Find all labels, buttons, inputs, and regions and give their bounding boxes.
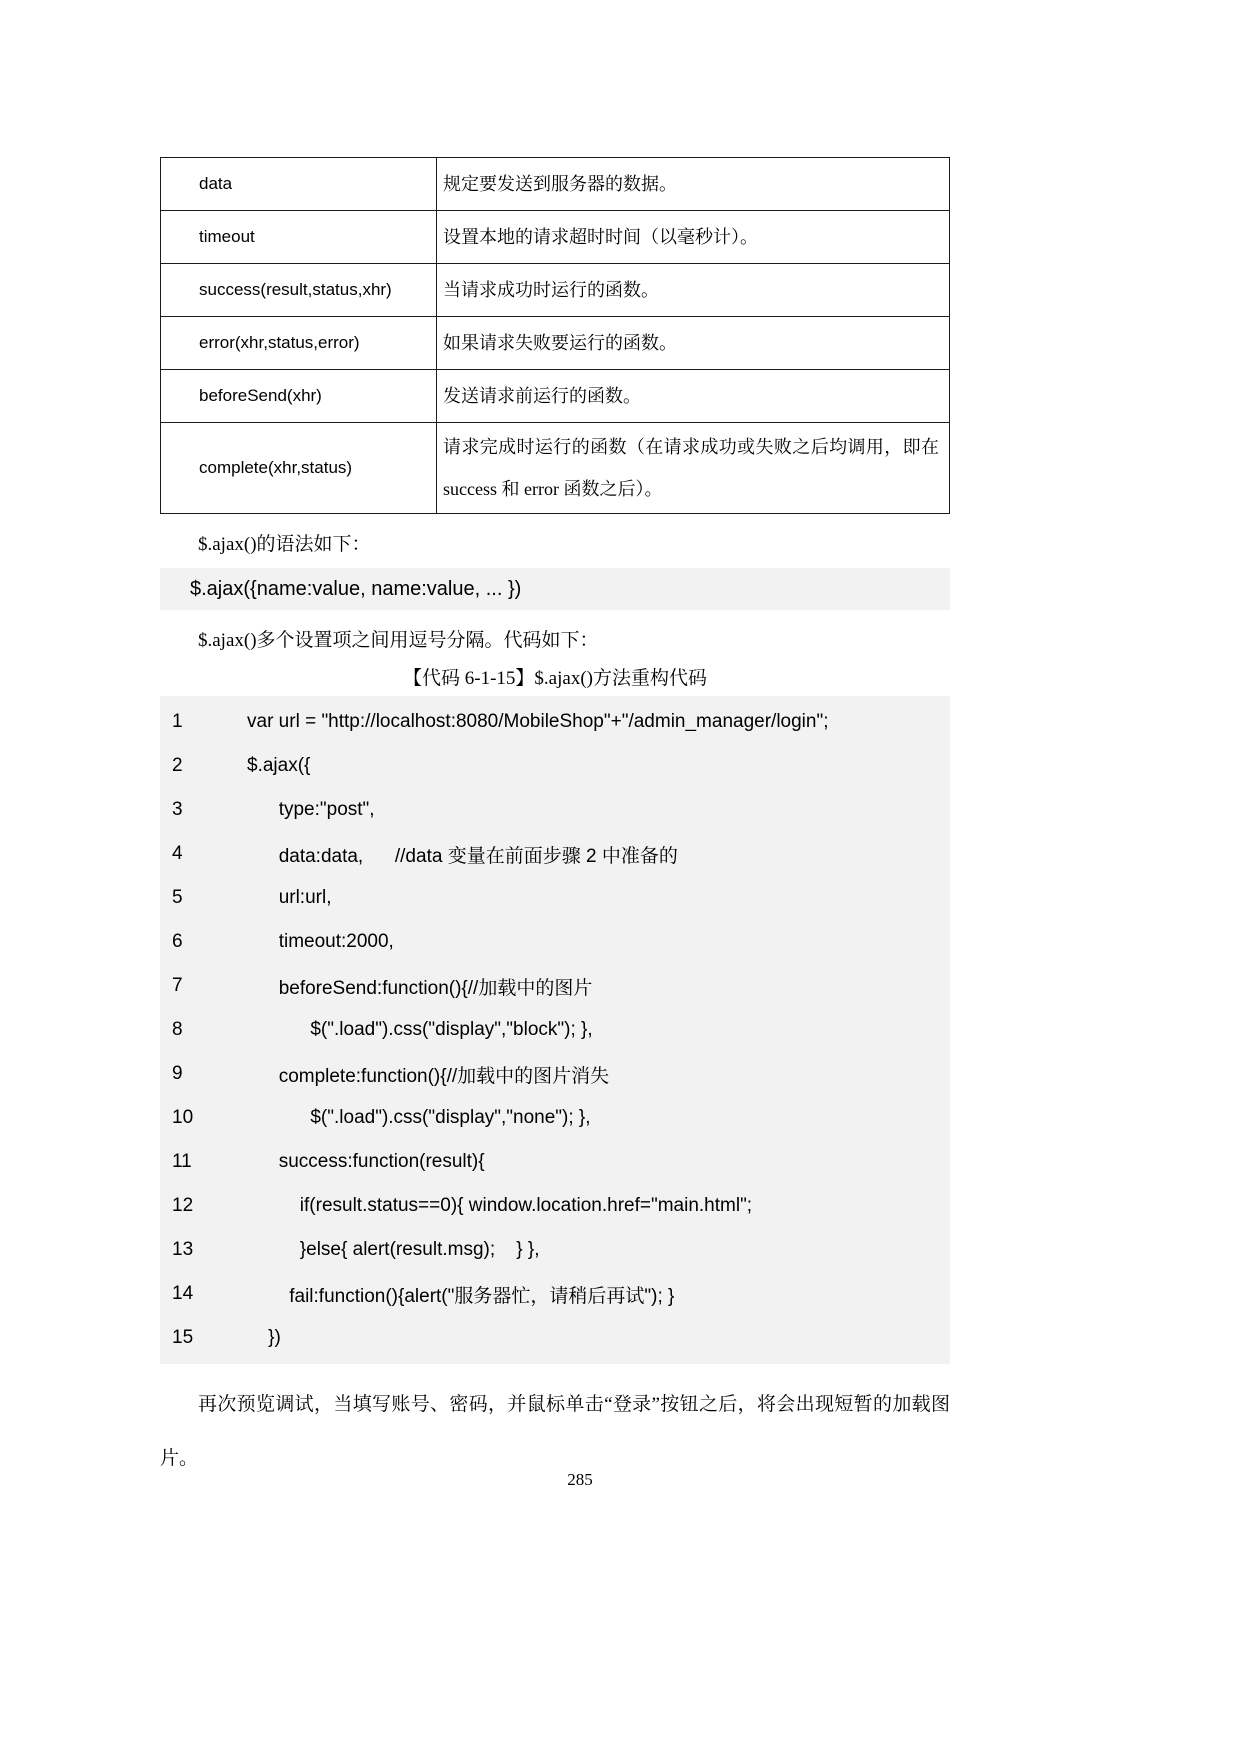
line-code: fail:function(){alert("服务器忙，请稍后再试"); }: [247, 1285, 675, 1307]
code-line: [160, 1052, 950, 1096]
line-number: 6: [172, 931, 183, 952]
param-desc-cell: 设置本地的请求超时时间（以毫秒计）。: [437, 211, 950, 264]
line-code: }): [247, 1327, 281, 1348]
code-line: [160, 700, 950, 744]
code-line: [160, 1272, 950, 1316]
code-line: [160, 964, 950, 1008]
line-number: 4: [172, 843, 183, 864]
line-code: if(result.status==0){ window.location.href="main.html";: [247, 1195, 753, 1216]
syntax-code-block: $.ajax({name:value, name:value, ... }): [160, 568, 950, 610]
line-number: 2: [172, 755, 183, 776]
param-name-cell: complete(xhr,status): [161, 423, 437, 514]
table-row: [161, 158, 950, 211]
line-code: success:function(result){: [247, 1151, 485, 1172]
param-desc-cell: 当请求成功时运行的函数。: [437, 264, 950, 317]
param-desc-cell: 规定要发送到服务器的数据。: [437, 158, 950, 211]
code-caption: 【代码 6-1-15】$.ajax()方法重构代码: [403, 668, 707, 689]
page-content: [160, 157, 950, 1486]
code-line: [160, 1096, 950, 1140]
line-code: type:"post",: [247, 799, 375, 820]
code-line: [160, 1228, 950, 1272]
line-code: data:data, //data 变量在前面步骤 2 中准备的: [247, 845, 678, 867]
table-row: [161, 423, 950, 514]
param-desc-cell: 如果请求失败要运行的函数。: [437, 317, 950, 370]
page-number: 285: [567, 1470, 593, 1489]
code-line: [160, 1140, 950, 1184]
line-code: $(".load").css("display","none"); },: [247, 1107, 591, 1128]
closing-paragraph: 再次预览调试，当填写账号、密码，并鼠标单击“登录”按钮之后，将会出现短暂的加载图片。: [160, 1394, 950, 1469]
table-row: [161, 370, 950, 423]
line-number: 9: [172, 1063, 183, 1084]
line-number: 3: [172, 799, 183, 820]
param-name-cell: data: [161, 158, 437, 211]
line-code: beforeSend:function(){//加载中的图片: [247, 977, 593, 999]
code-line: [160, 876, 950, 920]
param-name-cell: timeout: [161, 211, 437, 264]
line-number: 1: [172, 711, 183, 732]
line-number: 8: [172, 1019, 183, 1040]
line-number: 5: [172, 887, 183, 908]
param-desc-cell: 请求完成时运行的函数（在请求成功或失败之后均调用，即在 success 和 error 函数之后）。: [437, 423, 950, 514]
code-line: [160, 1184, 950, 1228]
line-code: complete:function(){//加载中的图片消失: [247, 1065, 610, 1087]
param-desc-cell: 发送请求前运行的函数。: [437, 370, 950, 423]
param-name-cell: beforeSend(xhr): [161, 370, 437, 423]
table-row: [161, 264, 950, 317]
table-row: [161, 317, 950, 370]
code-line: [160, 832, 950, 876]
table-row: [161, 211, 950, 264]
line-number: 15: [172, 1327, 194, 1348]
line-number: 12: [172, 1195, 194, 1216]
code-line: [160, 1008, 950, 1052]
line-number: 11: [172, 1151, 192, 1172]
line-code: $.ajax({: [247, 755, 311, 776]
code-line: [160, 744, 950, 788]
line-number: 13: [172, 1239, 194, 1260]
code-line: [160, 788, 950, 832]
line-code: $(".load").css("display","block"); },: [247, 1019, 593, 1040]
code-line: [160, 920, 950, 964]
line-code: var url = "http://localhost:8080/MobileShop"+"/admin_manager/login";: [247, 711, 829, 732]
line-number: 7: [172, 975, 183, 996]
param-name-cell: error(xhr,status,error): [161, 317, 437, 370]
code-listing: [160, 696, 950, 1364]
line-number: 10: [172, 1107, 194, 1128]
ajax-options-table: [160, 157, 950, 514]
code-line: [160, 1316, 950, 1360]
line-code: }else{ alert(result.msg); } },: [247, 1239, 540, 1260]
line-code: timeout:2000,: [247, 931, 394, 952]
line-code: url:url,: [247, 887, 332, 908]
syntax-intro-text: $.ajax()的语法如下：: [198, 534, 371, 555]
param-name-cell: success(result,status,xhr): [161, 264, 437, 317]
line-number: 14: [172, 1283, 194, 1304]
separator-note-text: $.ajax()多个设置项之间用逗号分隔。代码如下：: [198, 630, 599, 651]
